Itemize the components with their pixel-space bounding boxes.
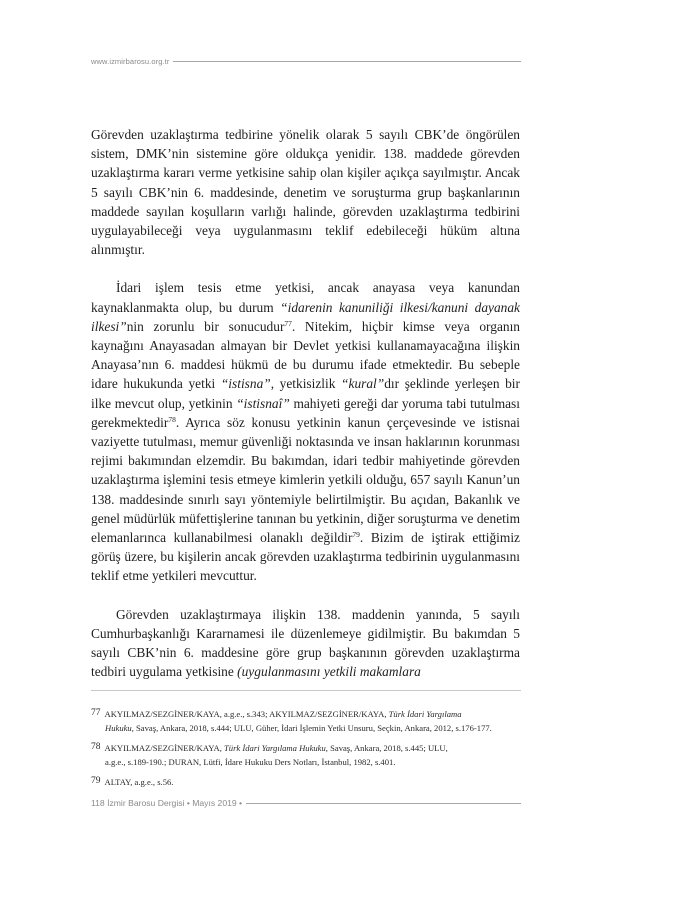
footnote-first-line (105, 709, 462, 719)
footer-rule (246, 803, 521, 804)
website-url[interactable]: www.izmirbarosu.org.tr (91, 56, 170, 66)
text-run: nin zorunlu bir sonucudur (126, 318, 285, 334)
italic-text: Hukuku (105, 722, 132, 733)
header-rule (173, 61, 521, 62)
footnotes (91, 707, 521, 796)
text-run: AKYILMAZ/SEZGİNER/KAYA, (104, 743, 225, 753)
footnote-continuation (91, 756, 521, 770)
footer-text: 118 İzmir Barosu Dergisi • Mayıs 2019 • (91, 798, 243, 808)
footnote-continuation (91, 722, 521, 736)
text-run: , Savaş, Ankara, 2018, s.444; ULU, Güher, İdari İşlemin Yetki Unsuru, Seçkin, Ankara, 2012, s.176-177. (131, 722, 492, 733)
text-run: Görevden uzaklaştırmaya ilişkin 138. maddenin yanında, 5 sayılı Cumhurbaşkanlığı Kararnamesi ile düzenlemeye gidilmiştir. Bu bakımdan 5 sayılı CBK’nin 6. maddesine göre grup başkanının görevden uzaklaştırma tedbiri uygulama yetkisine (91, 606, 520, 680)
footnote-77 (91, 707, 521, 735)
text-run: Görevden uzaklaştırma tedbirine yönelik olarak 5 sayılı CBK’de öngörülen sistem, DMK’nin sistemine göre oldukça yenidir. 138. maddede görevden uzaklaştırma kararı verme yetkisine sahip olan kişiler açıkça sayılmıştır. Ancak 5 sayılı CBK’nin 6. maddesinde, denetim ve soruşturma grup başkanlarının maddede sayılan koşulların varlığı halinde, görevden uzaklaştırma tedbirini uygulayabileceği veya uygulanmasını teklif edebileceği hüküm altına alınmıştır. (91, 127, 520, 258)
text-run: İdari işlem tesis etme yetkisi, ancak anayasa veya kanundan kaynaklanmakta olup, bu durum (91, 280, 520, 315)
text-run: . Ayrıca söz konusu yetkinin kanun çerçevesinde ve istisnai vaziyette tutulması, memur güvenliği noktasında ve insan haklarının korunması rejimi bakımından elzemdir. Bu bakımdan, idari tedbir mahiyetinde görevden uzaklaştırma işlemini tesis etmeye kimlerin yetkili olduğu, 657 sayılı Kanun’un 138. maddesinde sınırlı sayı yöntemiyle belirtilmiştir. Bu açıdan, Bakanlık ve genel müdürlük müfettişlerine tanınan bu yetkinin, diğer soruşturma ve denetim elemanlarınca kullanabilmesi olanaklı değildir (91, 414, 520, 546)
text-run: dır şeklinde yerleşen bir ilke mevcut olup, yetkinin (91, 376, 520, 411)
italic-text: “istisna” (220, 376, 271, 392)
text-run: , yetkisizlik (270, 376, 342, 392)
footnote-number: 79 (91, 776, 101, 786)
page-footer (91, 797, 521, 809)
page-header (91, 55, 521, 67)
footnote-number: 77 (91, 708, 101, 718)
footnote-79 (91, 775, 521, 790)
italic-text: “istisnaî” (236, 395, 290, 411)
italic-text: (uygulanmasını yetkili makamlara (237, 664, 421, 680)
paragraph-1 (91, 125, 520, 259)
footnote-first-line (105, 777, 174, 787)
italic-text: Türk İdari Yargılama (388, 709, 462, 719)
footnote-ref: 79 (352, 530, 360, 540)
body-text (91, 125, 520, 681)
text-run: a.g.e., s.189-190.; DURAN, Lütfi, İdare Hukuku Ders Notları, İstanbul, 1982, s.401. (105, 756, 396, 767)
text-run: ALTAY, a.g.e., s.56. (104, 777, 174, 787)
paragraph-2 (91, 278, 520, 585)
footnote-number: 78 (91, 742, 101, 752)
text-run: . Nitekim, hiçbir kimse veya organın kaynağını Anayasadan almayan bir Devlet yetkisi kullanamayacağına ilişkin Anayasa’nın 6. maddesi hükmü de bu durumu ifade etmektedir. Bu sebeple idare hukukunda yetki (91, 318, 520, 392)
italic-text: “idarenin kanuniliği ilkesi/kanuni dayanak ilkesi” (91, 299, 520, 334)
text-run: mahiyeti gereği dar yoruma tabi tutulması gerekmektedir (91, 395, 520, 430)
footnote-ref: 77 (284, 318, 292, 328)
paragraph-3 (91, 605, 520, 682)
italic-text: “kural” (341, 376, 385, 392)
text-run: , Savaş, Ankara, 2018, s.445; ULU, (325, 743, 448, 753)
footnote-separator (91, 690, 521, 691)
footnote-78 (91, 741, 521, 769)
footnote-first-line (105, 743, 448, 753)
italic-text: Türk İdari Yargılama Hukuku (224, 743, 326, 753)
text-run: . Bizim de iştirak ettiğimiz görüş üzere, bu kişilerin ancak görevden uzaklaştırma tedbirinin uygulanmasını teklif etme yetkileri mevcuttur. (91, 530, 520, 584)
footnote-ref: 78 (168, 414, 176, 424)
text-run: AKYILMAZ/SEZGİNER/KAYA, a.g.e., s.343; AKYILMAZ/SEZGİNER/KAYA, (104, 709, 389, 719)
